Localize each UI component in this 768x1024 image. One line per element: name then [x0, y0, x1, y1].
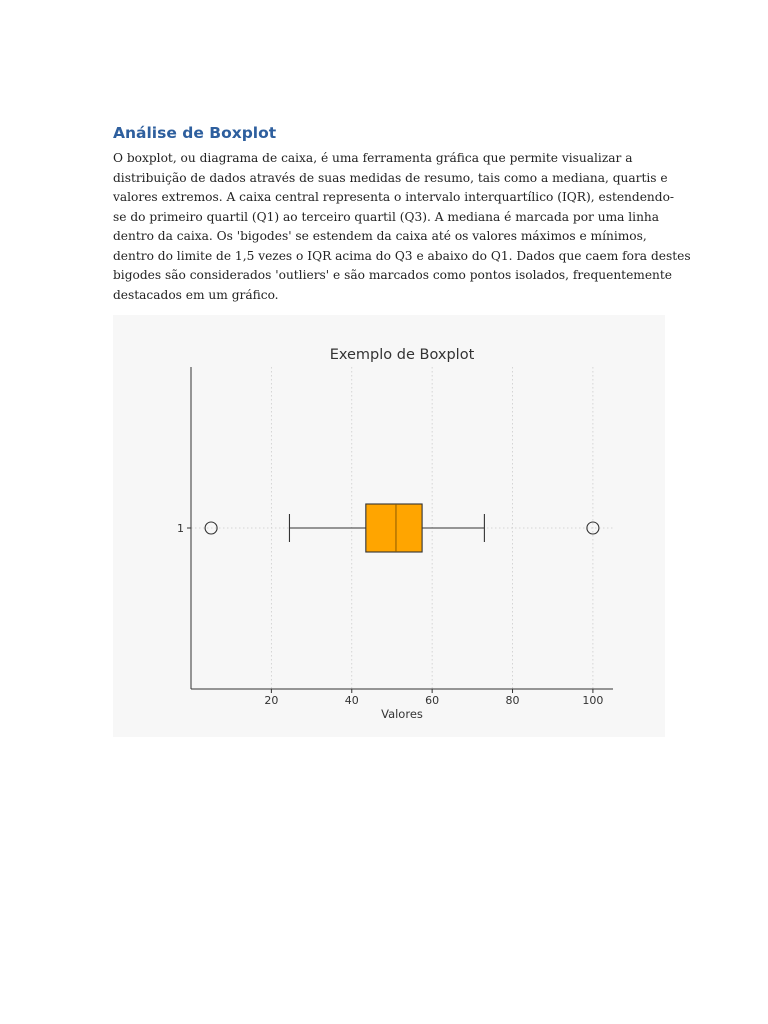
boxplot-figure	[113, 315, 665, 737]
paragraph-line: dentro da caixa. Os 'bigodes' se estendem da caixa até os valores máximos e mínimos,	[113, 229, 647, 243]
x-tick-label: 40	[344, 694, 359, 707]
paragraph-line: valores extremos. A caixa central representa o intervalo interquartílico (IQR), estendendo-	[113, 190, 675, 204]
iqr-box	[366, 504, 422, 552]
paragraph-line: bigodes são considerados 'outliers' e são marcados como pontos isolados, frequentemente	[113, 268, 673, 282]
paragraph-line: dentro do limite de 1,5 vezes o IQR acima do Q3 e abaixo do Q1. Dados que caem fora destes	[113, 248, 691, 263]
x-tick-label: 20	[264, 694, 279, 707]
paragraph-line: destacados em um gráfico.	[113, 287, 279, 302]
paragraph-line: se do primeiro quartil (Q1) ao terceiro quartil (Q3). A mediana é marcada por uma linha	[113, 209, 660, 224]
x-tick-label: 60	[425, 694, 440, 707]
boxplot-chart	[113, 315, 665, 737]
x-axis-label: Valores	[381, 707, 423, 721]
document-heading: Análise de Boxplot	[113, 124, 277, 142]
paragraph-line: distribuição de dados através de suas medidas de resumo, tais como a mediana, quartis e	[113, 170, 668, 185]
x-tick-label: 100	[582, 694, 604, 707]
chart-title: Exemplo de Boxplot	[329, 347, 475, 363]
paragraph-line: O boxplot, ou diagrama de caixa, é uma ferramenta gráfica que permite visualizar a	[113, 151, 633, 165]
y-tick-label: 1	[177, 522, 184, 535]
document-paragraph	[113, 149, 691, 305]
x-tick-label: 80	[505, 694, 520, 707]
